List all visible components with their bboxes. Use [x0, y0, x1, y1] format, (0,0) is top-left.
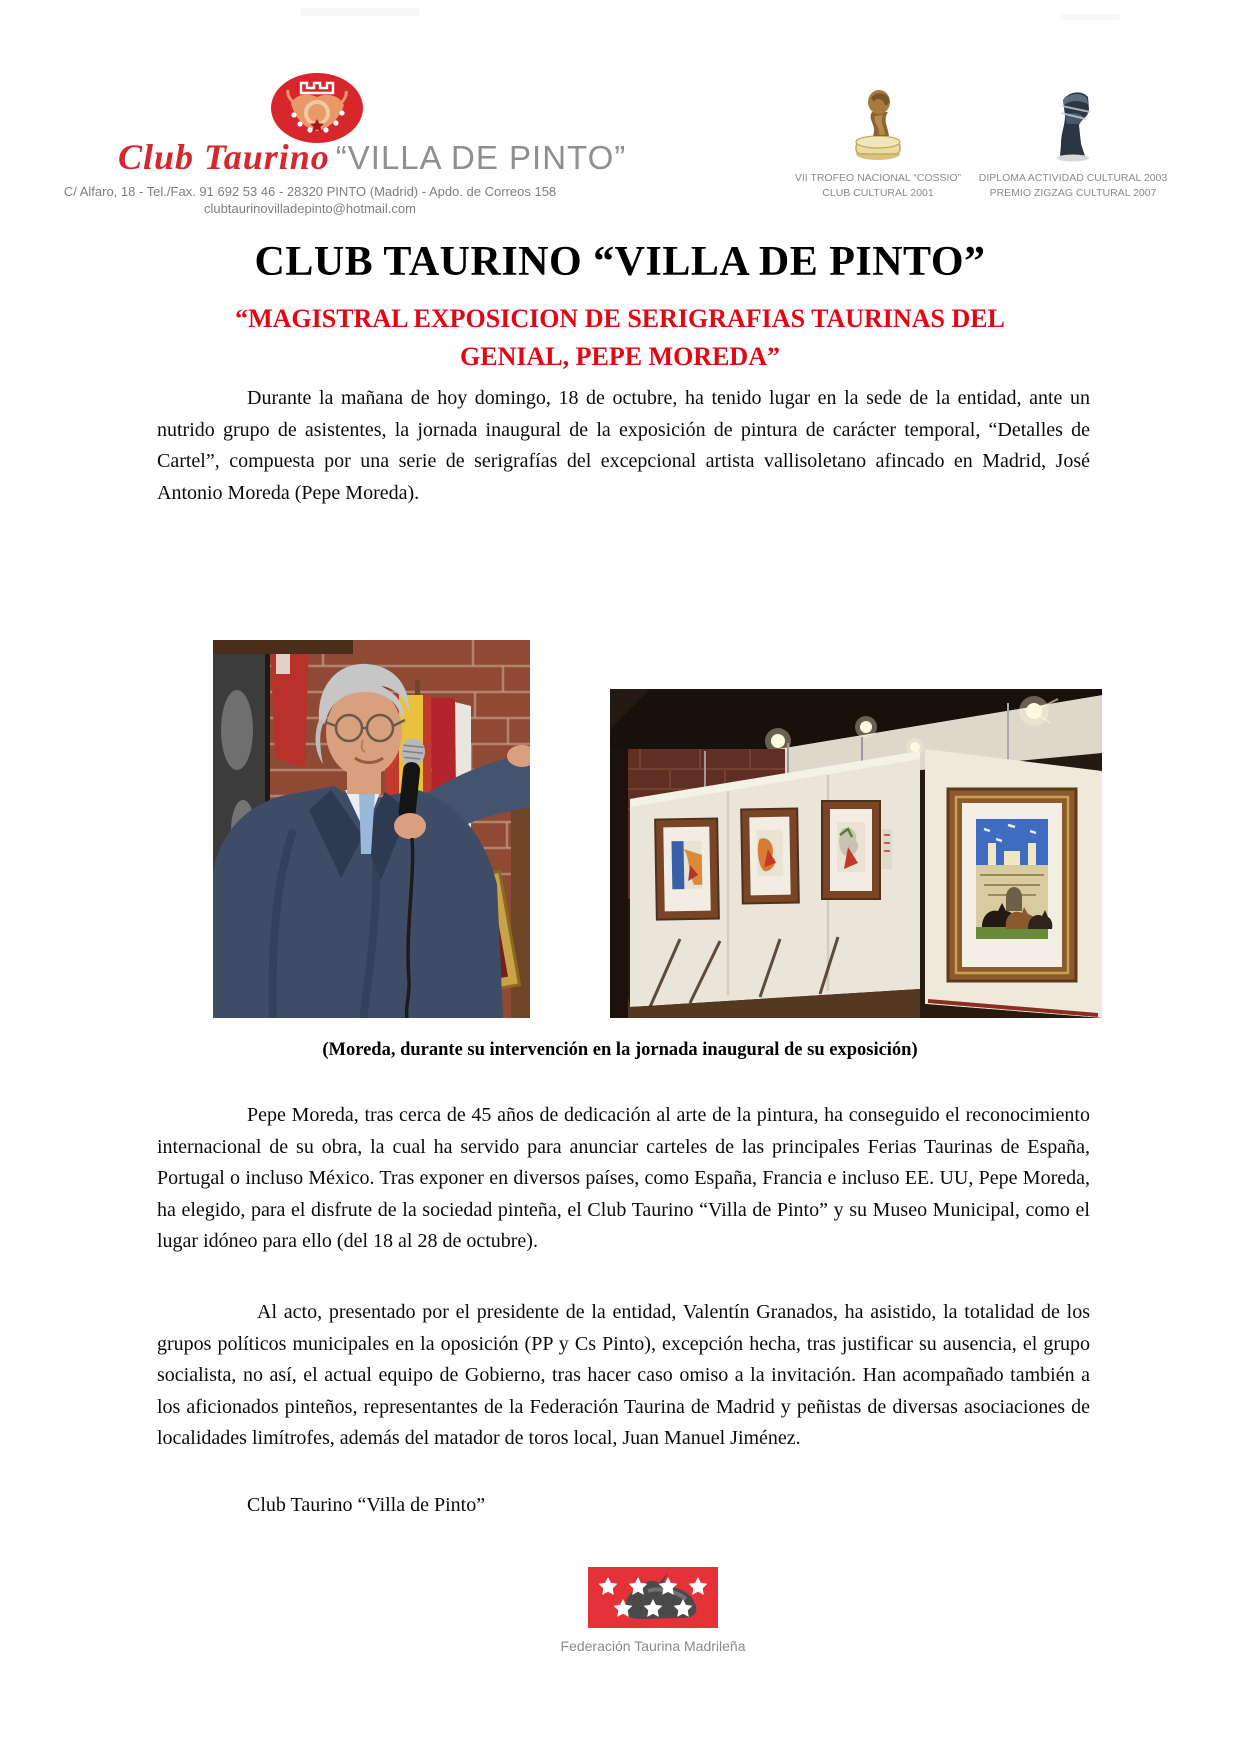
brand-script: Club Taurino	[118, 137, 330, 177]
dark-statue-trophy-icon	[1050, 86, 1096, 167]
award-caption-line: VII TROFEO NACIONAL “COSSIO”	[794, 172, 962, 184]
photo-caption: (Moreda, durante su intervención en la jornada inaugural de su exposición)	[322, 1040, 918, 1060]
paragraph-1: Durante la mañana de hoy domingo, 18 de octubre, ha tenido lugar en la sede de la entidad, ante un nutrido grupo de asistentes, la jornada inaugural de la exposición de pintura de carácter temporal, “Detalles de Cartel”, compuesta por una serie de serigrafías del excepcional artista vallisoletano afincado en Madrid, José Antonio Moreda (Pepe Moreda).	[157, 387, 1090, 504]
award-zigzag	[968, 86, 1178, 201]
gold-bust-trophy-icon	[849, 86, 907, 167]
scan-artifact	[300, 8, 420, 16]
club-logo-icon	[270, 72, 364, 144]
award-caption-line: CLUB CULTURAL 2001	[822, 187, 934, 199]
header-email: clubtaurinovilladepinto@hotmail.com	[204, 201, 416, 216]
footer-caption: Federación Taurina Madrileña	[560, 1638, 746, 1654]
page-subtitle: “MAGISTRAL EXPOSICION DE SERIGRAFIAS TAURINAS DEL GENIAL, PEPE MOREDA”	[235, 304, 1005, 371]
award-caption-line: DIPLOMA ACTIVIDAD CULTURAL 2003	[978, 172, 1168, 184]
speaker-photo	[213, 640, 530, 1018]
exhibition-gallery-photo	[610, 689, 1102, 1018]
award-cossio	[788, 86, 968, 201]
page-title: CLUB TAURINO “VILLA DE PINTO”	[254, 239, 986, 285]
madrid-bull-stars-flag-icon	[588, 1567, 718, 1628]
paragraph-2: Pepe Moreda, tras cerca de 45 años de dedicación al arte de la pintura, ha conseguido el reconocimiento internacional de su obra, la cual ha servido para anunciar carteles de las principales Ferias Taurinas de España, Portugal o incluso México. Tras exponer en diversos países, como España, Francia e incluso EE. UU, Pepe Moreda, ha elegido, para el disfrute de la sociedad pinteña, el Club Taurino “Villa de Pinto” y su Museo Municipal, como el lugar idóneo para ello (del 18 al 28 de octubre).	[157, 1104, 1090, 1252]
header-address: C/ Alfaro, 18 - Tel./Fax. 91 692 53 46 - 28320 PINTO (Madrid) - Apdo. de Correos 158	[63, 184, 557, 199]
award-caption-line: PREMIO ZIGZAG CULTURAL 2007	[989, 187, 1157, 199]
scan-artifact	[1060, 14, 1120, 20]
brand	[118, 136, 678, 178]
paragraph-3: Al acto, presentado por el presidente de la entidad, Valentín Granados, ha asistido, la totalidad de los grupos políticos municipales en la oposición (PP y Cs Pinto), excepción hecha, tras justificar su ausencia, el grupo socialista, no así, el actual equipo de Gobierno, tras hacer caso omiso a la invitación. Han acompañado también a los aficionados pinteños, representantes de la Federación Taurina de Madrid y peñistas de diversas asociaciones de localidades limítrofes, además del matador de toros local, Juan Manuel Jiménez.	[157, 1301, 1090, 1449]
signature: Club Taurino “Villa de Pinto”	[247, 1494, 486, 1516]
brand-name: “VILLA DE PINTO”	[335, 139, 627, 176]
